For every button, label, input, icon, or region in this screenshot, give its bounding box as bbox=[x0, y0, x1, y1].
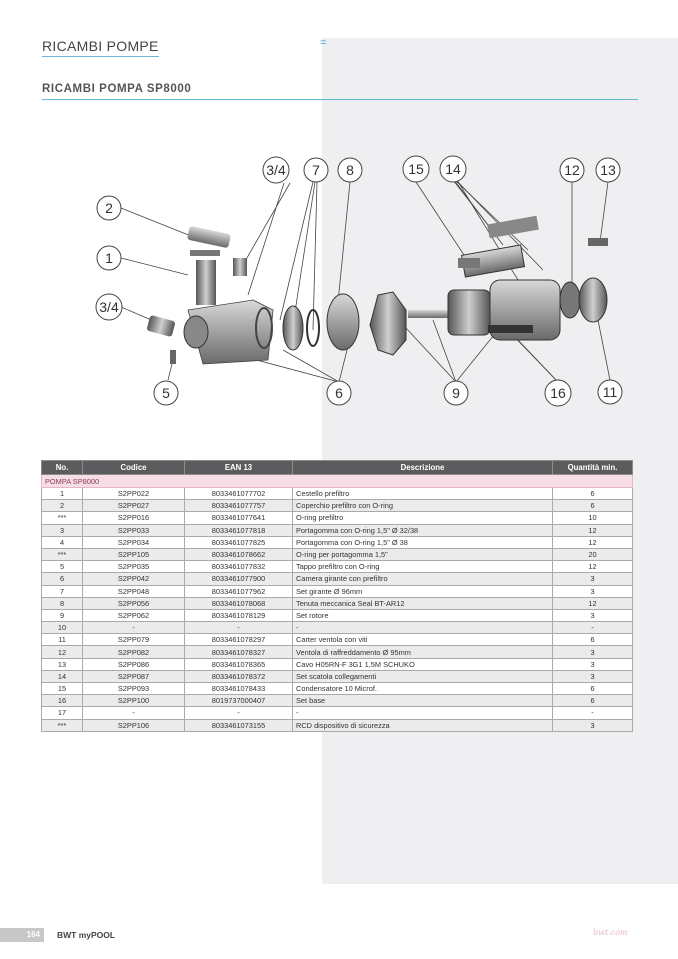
page-subtitle: RICAMBI POMPA SP8000 bbox=[42, 83, 192, 95]
header-no: No. bbox=[42, 461, 83, 475]
cell-descrizione: O-ring prefiltro bbox=[293, 512, 553, 524]
menu-icon: = bbox=[320, 37, 327, 49]
cell-ean: 8033461078297 bbox=[185, 634, 293, 646]
cell-ean: 8033461078433 bbox=[185, 683, 293, 695]
cell-codice: S2PP087 bbox=[83, 670, 185, 682]
cell-qta: 12 bbox=[553, 536, 633, 548]
cell-no: 10 bbox=[42, 622, 83, 634]
cell-no: 12 bbox=[42, 646, 83, 658]
cell-ean: 8033461077962 bbox=[185, 585, 293, 597]
cell-qta: 3 bbox=[553, 609, 633, 621]
cell-ean: - bbox=[185, 622, 293, 634]
cell-no: *** bbox=[42, 548, 83, 560]
table-row bbox=[42, 695, 633, 707]
callout-15 bbox=[403, 156, 429, 182]
cell-codice: S2PP100 bbox=[83, 695, 185, 707]
cell-descrizione: Tenuta meccanica Seal BT-AR12 bbox=[293, 597, 553, 609]
header-ean: EAN 13 bbox=[185, 461, 293, 475]
svg-text:3/4: 3/4 bbox=[99, 299, 119, 315]
cell-descrizione: Portagomma con O-ring 1,5" Ø 32/38 bbox=[293, 524, 553, 536]
cell-codice: S2PP034 bbox=[83, 536, 185, 548]
callout-12 bbox=[560, 158, 584, 182]
cell-codice: S2PP106 bbox=[83, 719, 185, 731]
cell-qta: - bbox=[553, 622, 633, 634]
footer-signature: bwt.com bbox=[593, 928, 628, 937]
cell-no: 8 bbox=[42, 597, 83, 609]
cell-descrizione: Carter ventola con viti bbox=[293, 634, 553, 646]
callout-13 bbox=[596, 158, 620, 182]
cell-codice: S2PP048 bbox=[83, 585, 185, 597]
cell-no: 3 bbox=[42, 524, 83, 536]
table-row bbox=[42, 670, 633, 682]
cell-codice: S2PP086 bbox=[83, 658, 185, 670]
callout-1 bbox=[97, 246, 121, 270]
callout-11 bbox=[598, 380, 622, 404]
cell-qta: 20 bbox=[553, 548, 633, 560]
cell-codice: S2PP016 bbox=[83, 512, 185, 524]
svg-text:13: 13 bbox=[600, 162, 616, 178]
table-row bbox=[42, 488, 633, 500]
svg-text:3/4: 3/4 bbox=[266, 162, 286, 178]
table-row bbox=[42, 536, 633, 548]
cell-no: *** bbox=[42, 719, 83, 731]
section-title: RICAMBI POMPE bbox=[42, 38, 159, 57]
cell-codice: - bbox=[83, 622, 185, 634]
cell-qta: 3 bbox=[553, 646, 633, 658]
cell-qta: 12 bbox=[553, 597, 633, 609]
cell-codice: S2PP079 bbox=[83, 634, 185, 646]
cell-qta: - bbox=[553, 707, 633, 719]
cell-ean: 8033461078662 bbox=[185, 548, 293, 560]
cell-ean: 8033461078327 bbox=[185, 646, 293, 658]
cell-codice: S2PP027 bbox=[83, 500, 185, 512]
cell-no: 5 bbox=[42, 561, 83, 573]
cell-qta: 6 bbox=[553, 500, 633, 512]
cell-ean: 8033461078365 bbox=[185, 658, 293, 670]
cell-codice: S2PP056 bbox=[83, 597, 185, 609]
header-descrizione: Descrizione bbox=[293, 461, 553, 475]
cell-codice: S2PP082 bbox=[83, 646, 185, 658]
svg-text:7: 7 bbox=[312, 162, 320, 178]
cell-no: 14 bbox=[42, 670, 83, 682]
cell-descrizione: - bbox=[293, 622, 553, 634]
cell-descrizione: - bbox=[293, 707, 553, 719]
cell-codice: S2PP042 bbox=[83, 573, 185, 585]
table-row bbox=[42, 609, 633, 621]
table-row bbox=[42, 719, 633, 731]
table-row bbox=[42, 512, 633, 524]
cell-ean: 8019737000407 bbox=[185, 695, 293, 707]
cell-descrizione: Cavo H05RN-F 3G1 1,5M SCHUKO bbox=[293, 658, 553, 670]
cell-qta: 3 bbox=[553, 670, 633, 682]
table-row bbox=[42, 658, 633, 670]
callout-14 bbox=[440, 156, 466, 182]
header-codice: Codice bbox=[83, 461, 185, 475]
cell-no: 16 bbox=[42, 695, 83, 707]
cell-descrizione: Condensatore 10 Microf. bbox=[293, 683, 553, 695]
callout-8 bbox=[338, 158, 362, 182]
table-row bbox=[42, 646, 633, 658]
cell-ean: 8033461077900 bbox=[185, 573, 293, 585]
table-row bbox=[42, 707, 633, 719]
table-row bbox=[42, 622, 633, 634]
cell-ean: 8033461077818 bbox=[185, 524, 293, 536]
cell-ean: 8033461077825 bbox=[185, 536, 293, 548]
cell-qta: 3 bbox=[553, 658, 633, 670]
table-row bbox=[42, 548, 633, 560]
cell-qta: 6 bbox=[553, 683, 633, 695]
cell-descrizione: RCD dispositivo di sicurezza bbox=[293, 719, 553, 731]
callout-6 bbox=[327, 381, 351, 405]
cell-qta: 12 bbox=[553, 524, 633, 536]
table-row bbox=[42, 597, 633, 609]
cell-ean: 8033461077832 bbox=[185, 561, 293, 573]
svg-text:12: 12 bbox=[564, 162, 580, 178]
cell-no: 6 bbox=[42, 573, 83, 585]
svg-text:6: 6 bbox=[335, 385, 343, 401]
cell-no: 7 bbox=[42, 585, 83, 597]
callout-5 bbox=[154, 381, 178, 405]
table-header-row bbox=[42, 461, 633, 475]
cell-codice: S2PP035 bbox=[83, 561, 185, 573]
callout-16 bbox=[545, 380, 571, 406]
cell-descrizione: Ventola di raffreddamento Ø 95mm bbox=[293, 646, 553, 658]
cell-ean: 8033461073155 bbox=[185, 719, 293, 731]
callout-2 bbox=[97, 196, 121, 220]
cell-qta: 12 bbox=[553, 561, 633, 573]
svg-text:11: 11 bbox=[602, 384, 618, 400]
cell-qta: 3 bbox=[553, 719, 633, 731]
cell-qta: 6 bbox=[553, 695, 633, 707]
cell-no: 15 bbox=[42, 683, 83, 695]
cell-no: 4 bbox=[42, 536, 83, 548]
cell-qta: 6 bbox=[553, 634, 633, 646]
cell-no: 2 bbox=[42, 500, 83, 512]
header-quantita: Quantità min. bbox=[553, 461, 633, 475]
table-row bbox=[42, 500, 633, 512]
cell-ean: 8033461078129 bbox=[185, 609, 293, 621]
cell-descrizione: Cestello prefiltro bbox=[293, 488, 553, 500]
cell-descrizione: Set girante Ø 96mm bbox=[293, 585, 553, 597]
cell-ean: 8033461077641 bbox=[185, 512, 293, 524]
cell-ean: - bbox=[185, 707, 293, 719]
cell-descrizione: Tappo prefiltro con O-ring bbox=[293, 561, 553, 573]
callout-3-4-left bbox=[96, 294, 122, 320]
svg-text:5: 5 bbox=[162, 385, 170, 401]
cell-no: 1 bbox=[42, 488, 83, 500]
table-row bbox=[42, 683, 633, 695]
cell-codice: S2PP022 bbox=[83, 488, 185, 500]
cell-ean: 8033461078372 bbox=[185, 670, 293, 682]
cell-codice: S2PP033 bbox=[83, 524, 185, 536]
callout-7 bbox=[304, 158, 328, 182]
cell-no: 17 bbox=[42, 707, 83, 719]
table-row bbox=[42, 585, 633, 597]
svg-text:9: 9 bbox=[452, 385, 460, 401]
callout-3-4-top bbox=[263, 157, 289, 183]
cell-descrizione: O-ring per portagomma 1,5" bbox=[293, 548, 553, 560]
cell-qta: 10 bbox=[553, 512, 633, 524]
table-row bbox=[42, 634, 633, 646]
table-group-row bbox=[42, 475, 633, 488]
svg-text:8: 8 bbox=[346, 162, 354, 178]
cell-descrizione: Coperchio prefiltro con O-ring bbox=[293, 500, 553, 512]
svg-text:14: 14 bbox=[445, 161, 461, 177]
group-label: POMPA SP8000 bbox=[42, 475, 633, 488]
svg-text:15: 15 bbox=[408, 161, 424, 177]
subtitle-divider bbox=[42, 99, 638, 100]
cell-ean: 8033461077757 bbox=[185, 500, 293, 512]
page-number: 164 bbox=[0, 928, 44, 942]
cell-descrizione: Set rotore bbox=[293, 609, 553, 621]
svg-text:1: 1 bbox=[105, 250, 113, 266]
cell-qta: 3 bbox=[553, 573, 633, 585]
cell-descrizione: Camera girante con prefiltro bbox=[293, 573, 553, 585]
cell-no: 9 bbox=[42, 609, 83, 621]
table-row bbox=[42, 561, 633, 573]
cell-codice: S2PP093 bbox=[83, 683, 185, 695]
parts-table bbox=[41, 460, 633, 732]
footer-brand: BWT myPOOL bbox=[57, 930, 116, 940]
table-row bbox=[42, 573, 633, 585]
cell-descrizione: Set base bbox=[293, 695, 553, 707]
cell-codice: - bbox=[83, 707, 185, 719]
cell-codice: S2PP105 bbox=[83, 548, 185, 560]
cell-qta: 6 bbox=[553, 488, 633, 500]
svg-text:2: 2 bbox=[105, 200, 113, 216]
cell-ean: 8033461077702 bbox=[185, 488, 293, 500]
cell-descrizione: Portagomma con O-ring 1,5" Ø 38 bbox=[293, 536, 553, 548]
cell-codice: S2PP062 bbox=[83, 609, 185, 621]
cell-descrizione: Set scatola collegamenti bbox=[293, 670, 553, 682]
svg-text:16: 16 bbox=[550, 385, 566, 401]
table-row bbox=[42, 524, 633, 536]
cell-no: 13 bbox=[42, 658, 83, 670]
exploded-pump-diagram bbox=[88, 150, 636, 415]
cell-qta: 3 bbox=[553, 585, 633, 597]
cell-no: 11 bbox=[42, 634, 83, 646]
cell-ean: 8033461078068 bbox=[185, 597, 293, 609]
callout-9 bbox=[444, 381, 468, 405]
cell-no: *** bbox=[42, 512, 83, 524]
